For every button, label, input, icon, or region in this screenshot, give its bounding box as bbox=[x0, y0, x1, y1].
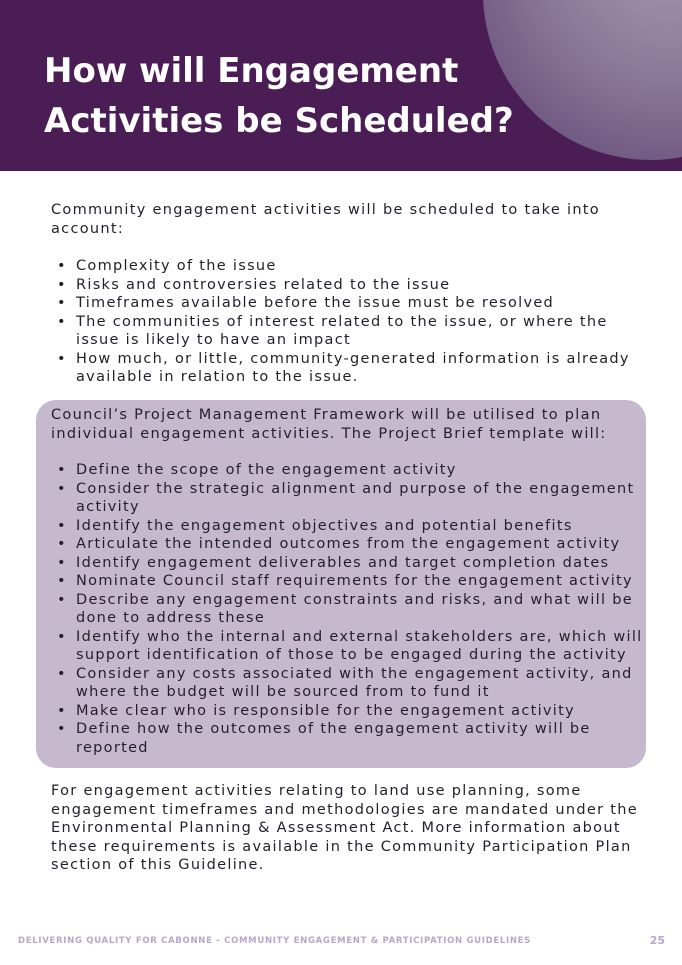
framework-paragraph bbox=[51, 406, 607, 443]
page-number: 25 bbox=[649, 934, 665, 947]
footer-text: DELIVERING QUALITY FOR CABONNE - COMMUNITY ENGAGEMENT & PARTICIPATION GUIDELINES bbox=[18, 936, 531, 946]
title-line-2: Activities be Scheduled? bbox=[44, 101, 514, 141]
title-line-1: How will Engagement bbox=[44, 51, 459, 91]
framework-line-1: Council’s Project Management Framework will be utilised to plan bbox=[51, 407, 602, 423]
intro-paragraph bbox=[51, 201, 600, 238]
intro-line-1: Community engagement activities will be scheduled to take into bbox=[51, 202, 600, 218]
list-item: • Make clear who is responsible for the engagement activity bbox=[57, 702, 643, 721]
intro-line-2: account: bbox=[51, 220, 125, 237]
list-item: • Describe any engagement constraints and risks, and what will be done to address these bbox=[57, 591, 643, 628]
framework-line-2: individual engagement activities. The Project Brief template will: bbox=[51, 425, 607, 442]
list-item: • Nominate Council staff requirements for the engagement activity bbox=[57, 572, 643, 591]
list-item: • Identify the engagement objectives and potential benefits bbox=[57, 517, 643, 536]
list-item: • Complexity of the issue bbox=[57, 257, 630, 276]
list-item: • Define the scope of the engagement activity bbox=[57, 461, 643, 480]
page-title bbox=[44, 46, 524, 146]
list-item: • Consider any costs associated with the engagement activity, and where the budget will be sourced from to fund it bbox=[57, 665, 643, 702]
list-item: • Timeframes available before the issue must be resolved bbox=[57, 294, 630, 313]
list-item: • The communities of interest related to the issue, or where the issue is likely to have an impact bbox=[57, 313, 630, 350]
page-header bbox=[0, 0, 682, 171]
list-item: • Identify who the internal and external stakeholders are, which will support identification of those to be engaged during the activity bbox=[57, 628, 643, 665]
list-item: • Risks and controversies related to the issue bbox=[57, 276, 630, 295]
list-item: • How much, or little, community-generated information is already available in relation to the issue. bbox=[57, 350, 630, 387]
intro-bullet-list bbox=[57, 257, 630, 387]
list-item: • Define how the outcomes of the engagement activity will be reported bbox=[57, 720, 643, 757]
list-item: • Consider the strategic alignment and purpose of the engagement activity bbox=[57, 480, 643, 517]
framework-bullet-list bbox=[57, 461, 643, 757]
list-item: • Identify engagement deliverables and target completion dates bbox=[57, 554, 643, 573]
list-item: • Articulate the intended outcomes from the engagement activity bbox=[57, 535, 643, 554]
closing-paragraph: For engagement activities relating to land use planning, some engagement timeframes and methodologies are mandated under the Environmental Planning & Assessment Act. More information about these requirements is available in the Community Participation Plan section of this Guideline. bbox=[51, 783, 638, 873]
